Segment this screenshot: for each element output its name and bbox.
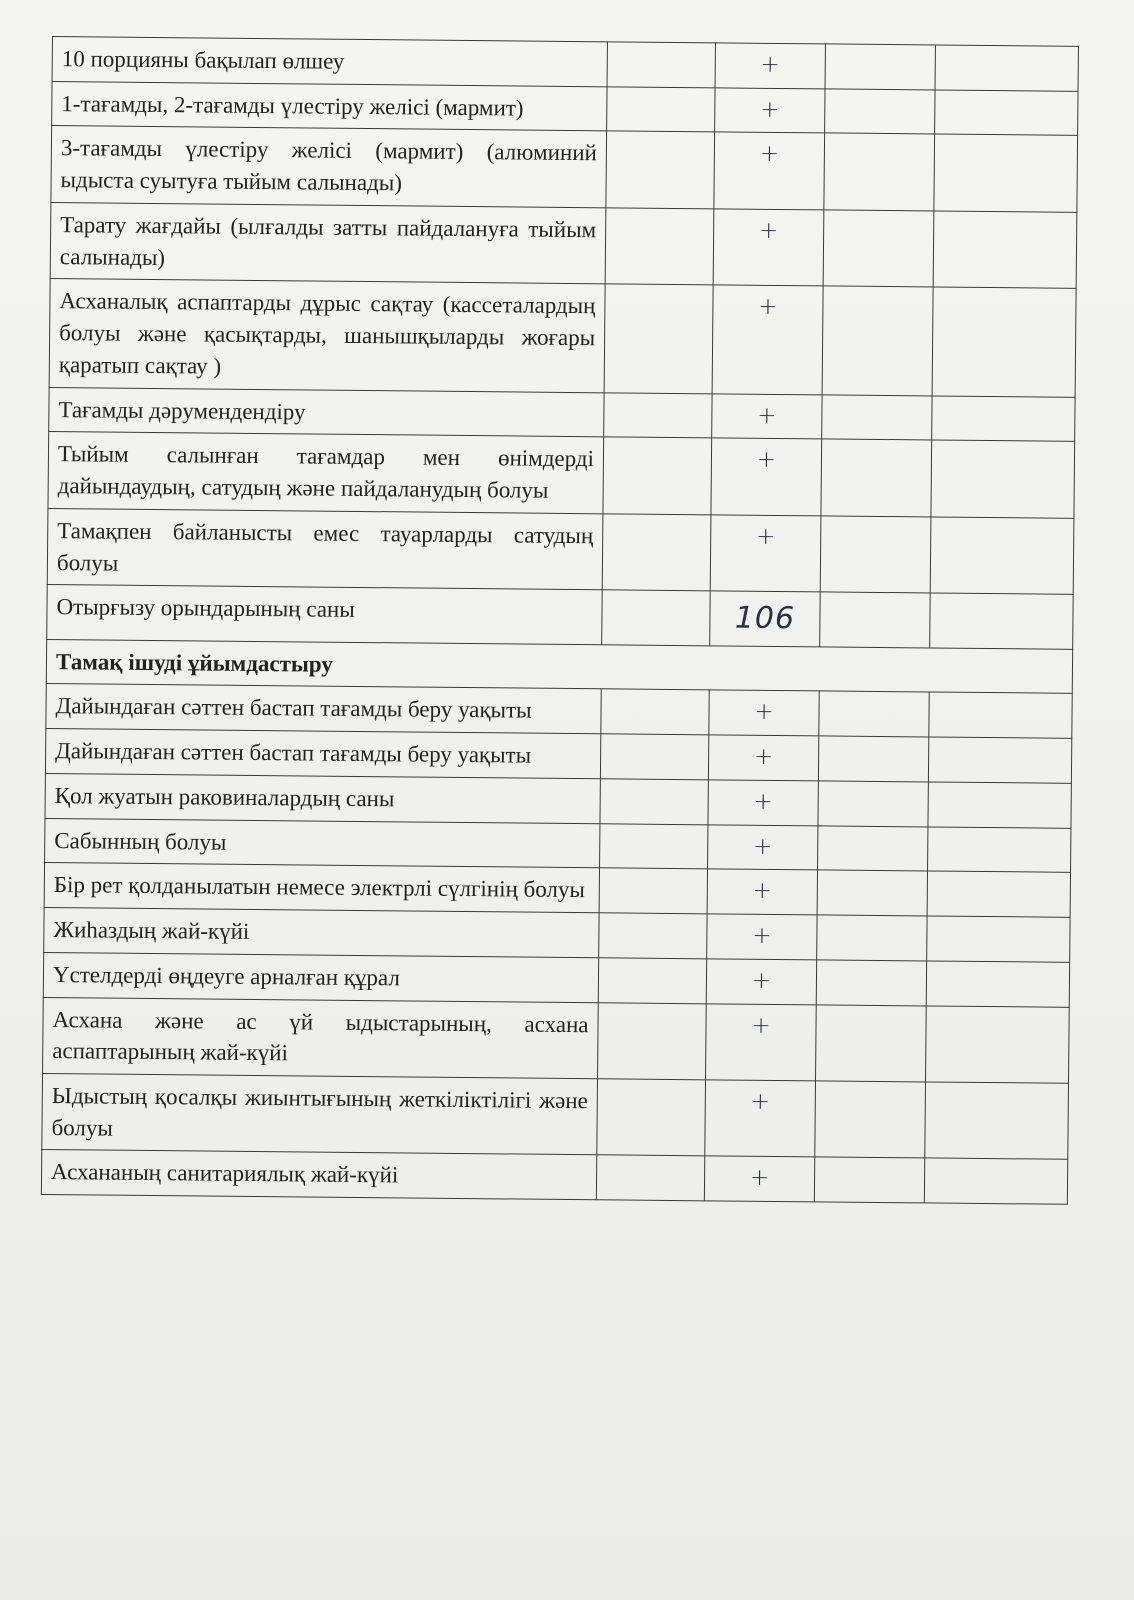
blank-cell [819,691,929,737]
blank-cell [602,590,711,645]
blank-cell [824,133,935,211]
blank-cell [933,211,1077,289]
blank-cell [604,284,713,393]
criterion-cell: Асхана және ас үй ыдыстарының, асхана аспаптарының жай-күйі [43,997,599,1079]
checklist-row [41,1150,1067,1205]
blank-cell [928,827,1071,873]
checklist-row [51,126,1078,212]
blank-cell [599,913,707,959]
criterion-cell: 3-тағамды үлестіру желісі (мармит) (алюминий ыдыста суытуға тыйым салынады) [51,126,607,208]
blank-cell [820,592,931,647]
checklist-row [43,997,1070,1083]
blank-cell [601,689,709,735]
blank-cell [935,90,1078,136]
criterion-cell: 10 порцияны бақылап өлшеу [52,37,607,87]
blank-cell [825,44,935,90]
criterion-cell: Жиһаздың жай-күйі [44,908,599,958]
blank-cell [602,514,711,592]
blank-cell [607,42,715,88]
blank-cell [818,781,928,827]
handwritten-mark: + [708,824,818,870]
handwritten-mark: + [712,393,822,439]
blank-cell [600,823,708,869]
blank-cell [930,517,1074,595]
blank-cell [607,87,715,133]
checklist-row [49,279,1076,397]
blank-cell [928,737,1071,783]
blank-cell [816,960,926,1006]
blank-cell [925,1082,1069,1160]
blank-cell [926,961,1069,1007]
handwritten-mark: + [707,869,817,915]
blank-cell [815,1081,926,1159]
blank-cell [603,437,712,515]
blank-cell [816,1004,927,1082]
handwritten-mark: + [711,438,822,516]
checklist-row [47,585,1073,649]
inspection-checklist-table [41,36,1079,1205]
blank-cell [932,287,1076,397]
criterion-cell: Бір рет қолданылатын немесе электрлі сүлгінің болуы [44,863,599,913]
handwritten-mark: + [704,1156,814,1202]
blank-cell [935,45,1078,91]
blank-cell [597,1079,706,1157]
criterion-cell: Үстелдерді өңдеуге арналған құрал [43,952,598,1002]
blank-cell [818,736,928,782]
handwritten-mark: + [714,132,825,210]
blank-cell [599,868,707,914]
blank-cell [927,916,1070,962]
blank-cell [932,396,1075,442]
criterion-cell: Асхананың санитариялық жай-күйі [41,1150,596,1200]
handwritten-mark: 106 [710,591,821,646]
checklist-row [50,202,1077,288]
criterion-cell: Дайындаған сәттен бастап тағамды беру уақыты [46,684,601,734]
blank-cell [600,734,708,780]
blank-cell [931,440,1075,518]
blank-cell [934,134,1078,212]
handwritten-mark: + [708,735,818,781]
blank-cell [821,439,932,517]
blank-cell [825,89,935,135]
handwritten-mark: + [712,285,823,394]
checklist-row [47,508,1074,594]
blank-cell [822,286,933,395]
handwritten-mark: + [713,209,824,287]
checklist-top-rows [47,37,1079,649]
criterion-cell: Ыдыстың қосалқы жиынтығының жеткіліктілігі және болуы [42,1073,598,1155]
criterion-cell: Тамақпен байланысты емес тауарларды сатудың болуы [47,508,603,590]
blank-cell [606,131,715,209]
criterion-cell: Сабынның болуы [45,818,600,868]
handwritten-mark: + [706,1003,817,1081]
blank-cell [927,871,1070,917]
handwritten-mark: + [707,914,817,960]
blank-cell [822,395,932,441]
handwritten-mark: + [705,1080,816,1158]
blank-cell [930,593,1074,649]
checklist-bottom-rows [41,684,1072,1205]
criterion-cell: Асханалық аспаптарды дұрыс сақтау (кассеталардың болуы және қасықтарды, шанышқыларды жоғары қаратып сақтау ) [49,279,605,393]
criterion-cell: Тыйым салынған тағамдар мен өнімдерді дайындаудың, сатудың және пайдаланудың болуы [48,432,604,514]
handwritten-mark: + [706,959,816,1005]
criterion-cell: Тағамды дәрумендендіру [49,387,604,437]
blank-cell [605,208,714,286]
checklist-row [42,1073,1069,1159]
blank-cell [817,915,927,961]
blank-cell [820,516,931,594]
blank-cell [598,1002,707,1080]
blank-cell [823,210,934,288]
handwritten-mark: + [715,43,825,89]
blank-cell [596,1155,704,1201]
blank-cell [929,692,1072,738]
blank-cell [818,825,928,871]
blank-cell [924,1158,1067,1204]
blank-cell [817,870,927,916]
blank-cell [926,1005,1070,1083]
blank-cell [604,392,712,438]
checklist-row [48,432,1075,518]
criterion-cell: Тарату жағдайы (ылғалды затты пайдалануға тыйым салынады) [50,202,606,284]
criterion-cell: 1-тағамды, 2-тағамды үлестіру желісі (мармит) [52,81,607,131]
handwritten-mark: + [715,88,825,134]
handwritten-mark: + [708,780,818,826]
checklist-sheet [41,36,1078,1205]
criterion-cell: Дайындаған сәттен бастап тағамды беру уақыты [45,729,600,779]
section-title: Тамақ ішуді ұйымдастыру [46,639,1072,694]
handwritten-mark: + [710,515,821,593]
blank-cell [598,958,706,1004]
criterion-cell: Отырғызу орындарының саны [47,585,602,645]
criterion-cell: Қол жуатын раковиналардың саны [45,773,600,823]
blank-cell [600,779,708,825]
blank-cell [928,782,1071,828]
blank-cell [814,1157,924,1203]
handwritten-mark: + [709,690,819,736]
